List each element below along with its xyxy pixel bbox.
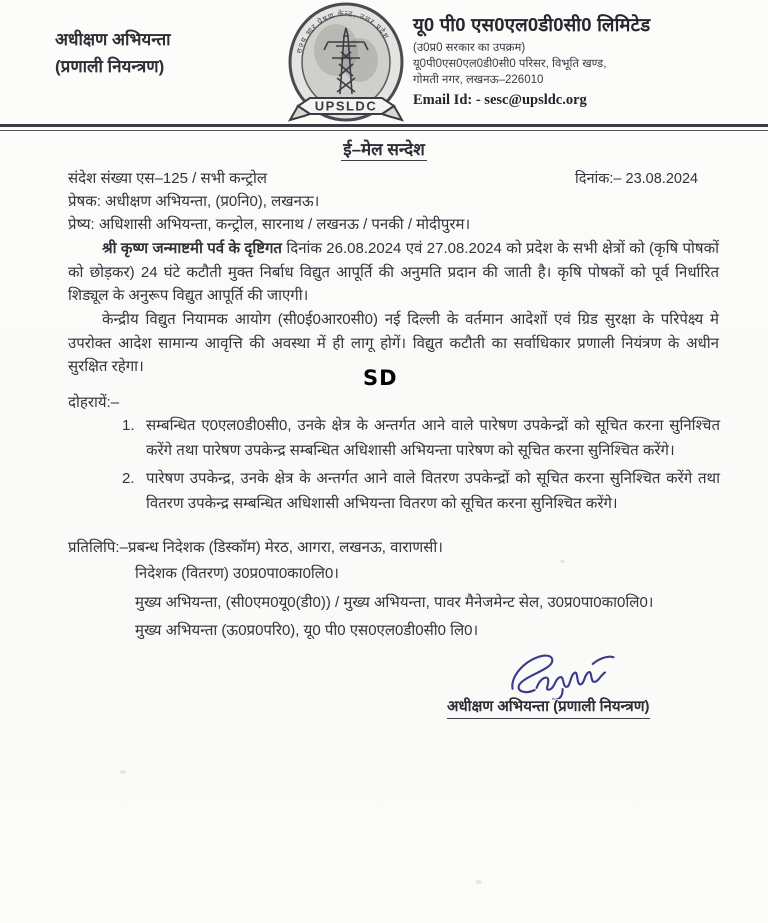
logo-banner-text: UPSLDC	[314, 98, 378, 114]
instruction-list	[122, 414, 720, 520]
from-line: प्रेषक: अधीक्षण अभियन्ता, (प्र0नि0), लखनऊ।	[68, 193, 320, 210]
document-title	[0, 137, 768, 160]
list-item-number: 1.	[122, 417, 135, 434]
repeat-heading: दोहरायें:–	[68, 394, 120, 411]
upsldc-logo	[284, 2, 408, 134]
sd-stamp-overlay: SD	[363, 366, 398, 390]
message-number: संदेश संख्या एस–125 / सभी कन्ट्रोल	[68, 170, 268, 187]
company-subtitle: (उ0प्र0 सरकार का उपक्रम)	[413, 42, 526, 54]
upsldc-emblem-icon	[284, 2, 408, 134]
handwritten-signature	[497, 643, 629, 702]
logo-rim-text: राज्य भार प्रेषण केन्द्र, उत्तर प्रदेश	[294, 8, 392, 55]
date-line: दिनांक:– 23.08.2024	[575, 171, 699, 187]
list-item-text: पारेषण उपकेन्द्र, उनके क्षेत्र के अन्तर्गत आने वाले वितरण उपकेन्द्रों को सूचित करना सुनिश्चित करेंगे तथा वितरण उपकेन्द्र सम्बन्धित अधिशासी अभियन्ता वितरण को सूचित करना सुनिश्चित करेंगे।	[146, 470, 720, 512]
email-address: Email Id: - sesc@upsldc.org	[413, 92, 587, 108]
paragraph-1-bold-lead: श्री कृष्ण जन्माष्टमी पर्व के दृष्टिगत	[102, 240, 282, 257]
signatory-designation: अधीक्षण अभियन्ता (प्रणाली नियन्त्रण)	[447, 696, 650, 719]
company-address-line1: यू0पी0एस0एल0डी0सी0 परिसर, विभूति खण्ड,	[413, 58, 607, 70]
to-line: प्रेष्य: अधिशासी अभियन्ता, कन्ट्रोल, सारनाथ / लखनऊ / पनकी / मोदीपुरम।	[68, 216, 471, 233]
copy-to-line: निदेशक (वितरण) उ0प्र0पा0का0लि0।	[135, 565, 339, 582]
paragraph-1-rest: दिनांक 26.08.2024 एवं 27.08.2024 को प्रदेश के सभी क्षेत्रों को (कृषि पोषकों को छोड़कर) 24 घंटे कटौती मुक्त निर्बाध विद्युत आपूर्ति की अनुमति प्रदान की जाती है। कृषि पोषकों को पूर्व निर्धारित शिड्यूल के अनुरूप विद्युत आपूर्ति की जाएगी।	[68, 240, 719, 304]
sender-office-title	[55, 26, 171, 80]
company-block	[413, 12, 753, 109]
company-address-line2: गोमती नगर, लखनऊ–226010	[413, 74, 544, 86]
list-item	[122, 414, 720, 463]
list-item	[122, 467, 720, 516]
list-item-number: 2.	[122, 470, 135, 487]
sender-office-line2: (प्रणाली नियन्त्रण)	[55, 57, 165, 76]
copy-to-line: मुख्य अभियन्ता (ऊ0प्र0परि0), यू0 पी0 एस0एल0डी0सी0 लि0।	[135, 622, 479, 639]
copy-to-line: प्रतिलिपि:–प्रबन्ध निदेशक (डिस्कॉम) मेरठ, आगरा, लखनऊ, वाराणसी।	[68, 539, 443, 556]
copy-to-block	[68, 536, 728, 646]
company-name: यू0 पी0 एस0एल0डी0सी0 लिमिटेड	[413, 14, 651, 35]
paragraph-2: केन्द्रीय विद्युत नियामक आयोग (सी0ई0आर0सी0) नई दिल्ली के वर्तमान आदेशों एवं ग्रिड सुरक्षा के परिपेक्ष्य मे उपरोक्त आदेश सामान्य आवृत्ति की अवस्था में ही लागू होगें। विद्युत कटौती का सर्वाधिकार प्रणाली नियंत्रण के अधीन सुरक्षित रहेगा।	[68, 311, 719, 375]
document-title-text: ई–मेल सन्देश	[343, 140, 425, 159]
scan-speck	[475, 880, 482, 884]
scan-speck	[560, 560, 565, 563]
list-item-text: सम्बन्धित ए0एल0डी0सी0, उनके क्षेत्र के अन्तर्गत आने वाले पारेषण उपकेन्द्रों को सूचित करना सुनिश्चित करेंगे तथा पारेषण उपकेन्द्र सम्बन्धित अधिशासी अभियन्ता पारेषण को सूचित करना सुनिश्चित करेंगे।	[146, 417, 720, 459]
sender-office-line1: अधीक्षण अभियन्ता	[55, 30, 171, 49]
signature-scribble-icon	[497, 643, 629, 702]
scan-speck	[120, 770, 126, 774]
copy-to-line: मुख्य अभियन्ता, (सी0एम0यू0(डी0)) / मुख्य अभियन्ता, पावर मैनेजमेन्ट सेल, उ0प्र0पा0का0लि0।	[135, 593, 654, 611]
paragraph-1	[68, 237, 719, 308]
